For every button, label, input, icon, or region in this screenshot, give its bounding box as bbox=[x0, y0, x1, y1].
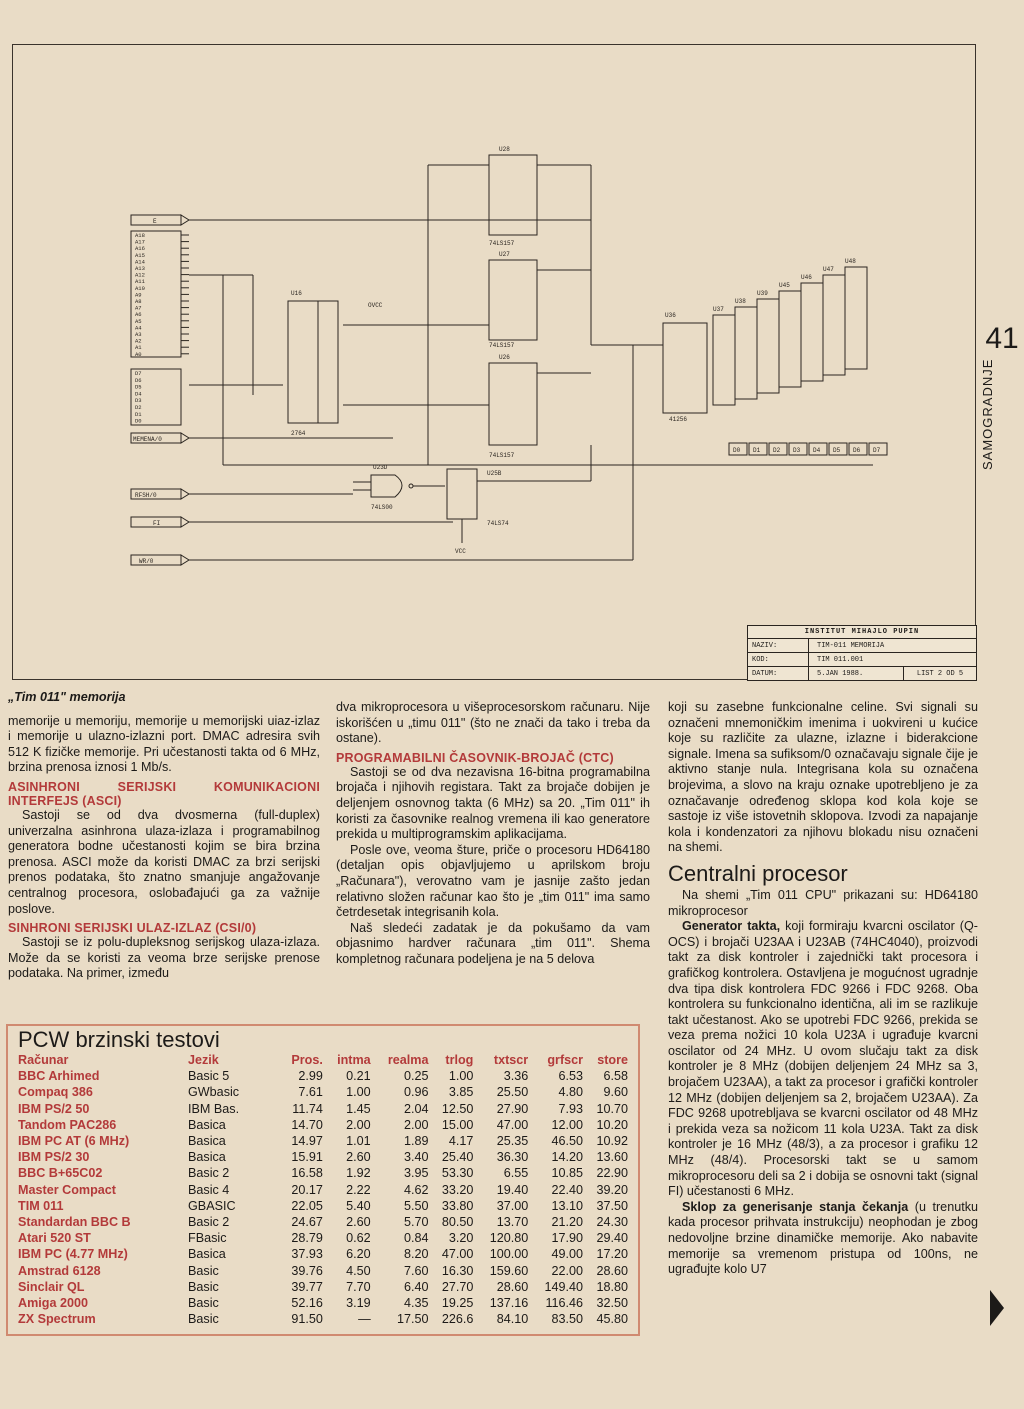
svg-text:74LS157: 74LS157 bbox=[489, 240, 515, 247]
column-header: realma bbox=[387, 1053, 429, 1068]
benchmark-value: 33.20 bbox=[441, 1182, 474, 1197]
benchmark-value: 10.20 bbox=[596, 1117, 628, 1132]
dram-chip-label: U39 bbox=[757, 290, 768, 297]
address-line-label: A18 bbox=[135, 232, 145, 239]
benchmark-value: 6.58 bbox=[603, 1069, 628, 1084]
computer-name: Compaq 386 bbox=[18, 1085, 93, 1100]
benchmark-value: 2.00 bbox=[404, 1117, 429, 1132]
column-header: Pros. bbox=[291, 1053, 323, 1068]
column-header: grfscr bbox=[547, 1053, 584, 1068]
memory-data-line: D0 bbox=[733, 447, 741, 454]
benchmark-value: 13.70 bbox=[496, 1214, 529, 1229]
benchmark-value: 28.60 bbox=[596, 1263, 628, 1278]
computer-name: BBC Arhimed bbox=[18, 1069, 100, 1084]
schematic-diagram bbox=[12, 44, 976, 680]
benchmark-value: 1.89 bbox=[404, 1134, 429, 1149]
benchmark-value: 14.97 bbox=[291, 1134, 323, 1149]
benchmark-value: 7.93 bbox=[558, 1101, 584, 1116]
benchmark-value: 8.20 bbox=[404, 1247, 429, 1262]
benchmark-value: 6.20 bbox=[346, 1247, 371, 1262]
language: Basic 2 bbox=[188, 1214, 230, 1229]
benchmark-value: — bbox=[358, 1312, 371, 1327]
benchmark-value: 12.50 bbox=[441, 1101, 474, 1116]
benchmark-value: 14.20 bbox=[551, 1150, 584, 1165]
table-row bbox=[18, 1246, 628, 1262]
col1-paragraph-1: memorije u memoriju, memorije u memorijski uiaz-izlaz i memorije u ulazno-izlazni port. DMAC adresira svih 512 K fizičke memorije. Pri učestanosti takta od 6 MHz, brzina prenosa iznosi 1 Mb/s. bbox=[8, 713, 320, 775]
data-line-label: D7 bbox=[135, 370, 142, 377]
language: Basic 2 bbox=[188, 1166, 230, 1181]
benchmark-value: 19.25 bbox=[441, 1295, 474, 1310]
title-block-institute: INSTITUT MIHAJLO PUPIN bbox=[748, 626, 976, 639]
table-row bbox=[18, 1165, 628, 1181]
benchmark-value: 4.80 bbox=[558, 1085, 584, 1100]
table-body bbox=[18, 1068, 628, 1327]
benchmark-value: 226.6 bbox=[441, 1312, 474, 1327]
table-row bbox=[18, 1295, 628, 1311]
benchmark-value: 37.93 bbox=[291, 1247, 323, 1262]
benchmark-value: 5.40 bbox=[346, 1198, 371, 1213]
benchmark-value: 4.50 bbox=[346, 1263, 371, 1278]
dram-chip-label: U46 bbox=[801, 274, 812, 281]
col2-paragraph-3: Posle ove, veoma šture, priče o procesoru HD64180 (detaljan opis objavljujemo u aprilskom broju „Računara"), verovatno vam je jasnije zašto jedan relativno složen računar kao što je „tim 011" ima samo četrdesetak integrisanih kola. bbox=[336, 842, 650, 920]
col1-paragraph-3: Sastoji se iz polu-dupleksnog serijskog ulaza-izlaza. Može da se koristi za veoma brze serijske prenose podataka. Na primer, između bbox=[8, 935, 320, 981]
table-row bbox=[18, 1101, 628, 1117]
benchmark-value: 6.53 bbox=[558, 1069, 584, 1084]
computer-name: ZX Spectrum bbox=[18, 1312, 96, 1327]
computer-name: Standardan BBC B bbox=[18, 1214, 131, 1229]
benchmark-value: 25.35 bbox=[496, 1134, 529, 1149]
benchmark-value: 120.80 bbox=[489, 1231, 529, 1246]
benchmark-value: 4.17 bbox=[448, 1134, 474, 1149]
benchmark-value: 15.91 bbox=[291, 1150, 323, 1165]
address-line-label: A6 bbox=[135, 311, 142, 319]
language: Basic 4 bbox=[188, 1182, 230, 1197]
signal-e bbox=[131, 215, 189, 225]
tb-datum-key: DATUM: bbox=[748, 667, 809, 680]
benchmark-value: 7.60 bbox=[404, 1263, 429, 1278]
benchmark-value: 20.17 bbox=[291, 1182, 323, 1197]
col3-paragraph-3-text: koji formiraju kvarcni oscilator (Q-OCS) i brojači U23AA i U23AB (74HC4040), proizvodi takt za disk kontroler i zajednički takt procesora i grafičkog kontrolera. Ostavljena je mogućnost ugradnje dva tipa disk kontrolera FDC 9266 i FDC 9268. Oba kontrolera su funkcionalno identična, ali im se razlikuje takt učestanost. Ako se upotrebi FDC 9266, prekida se veza prema nožici 10 kola U23A i ugrađuje kvarcni oscilator od 24 MHz. U ovom slučaju takt za disk kontroler je 8 MHz (dobijen deljenjem 24 MHz sa 3, brojačem U23AA), a takt za procesor i grafički kontroler 12 MHz (dobijen deljenjem sa 2, brojačem U23AA). Za FDC 9268 upotrebljava se kvarcni oscilator od 48 MHz i prekida veza sa nožicom 11 kola U23A. Takt za disk kontroler je 16 MHz (48/3), a za procesor i grafiku 12 MHz (48/4). Procesorski takt se u samom mikroprocesoru deli sa 2 i dobija se osnovni takt (signal FI) učestanosti 6 MHz. bbox=[668, 919, 978, 1199]
table-row bbox=[18, 1214, 628, 1230]
svg-text:MEMENA/0: MEMENA/0 bbox=[133, 436, 162, 443]
language: GWbasic bbox=[188, 1085, 240, 1100]
language: FBasic bbox=[188, 1231, 227, 1246]
computer-name: TIM 011 bbox=[18, 1198, 64, 1213]
address-line-label: A14 bbox=[135, 258, 145, 266]
table-row bbox=[18, 1068, 628, 1084]
continue-arrow-icon bbox=[990, 1290, 1004, 1326]
signal-wr bbox=[131, 555, 189, 565]
column-header: Jezik bbox=[188, 1053, 219, 1068]
col3-paragraph-1: koji su zasebne funkcionalne celine. Svi signali su označeni mnemoničkim imenima i uokvireni u kućice koje su različite za ulazne, izlazne i biderakcione signale. Imena sa sufiksom/0 označavaju signale čije je aktivno stanje nula. Integrisana kola su označena brojevima, a slovo na kraju oznake upotrebljeno je za označavanje određenog sklopa kod kola koje se sastoje iz više istovetnih sklopova. Izvodi za napajanje kola i kondenzatori za njihovu blokadu nisu označeni na shemi. bbox=[668, 700, 978, 855]
benchmark-value: 24.67 bbox=[291, 1214, 323, 1229]
benchmark-value: 2.04 bbox=[404, 1101, 429, 1116]
col3-paragraph-2: Na shemi „Tim 011 CPU" prikazani su: HD64180 mikroprocesor bbox=[668, 887, 978, 918]
heading-csio: SINHRONI SERIJSKI ULAZ-IZLAZ (CSI/0) bbox=[8, 921, 257, 936]
svg-text:74LS157: 74LS157 bbox=[489, 342, 515, 349]
benchmark-value: 7.61 bbox=[298, 1085, 323, 1100]
benchmark-value: 6.40 bbox=[404, 1279, 429, 1294]
article-kicker: „Tim 011" memorija bbox=[8, 690, 126, 704]
memory-data-line: D6 bbox=[853, 447, 861, 454]
pcw-benchmark-table bbox=[18, 1052, 628, 1327]
svg-text:41256: 41256 bbox=[669, 416, 688, 423]
col2-paragraph-1: dva mikroprocesora u višeprocesorskom računaru. Nije iskorišćen u „timu 011" (što ne znači da tako i treba da ostane). bbox=[336, 700, 650, 746]
pcw-benchmark-box bbox=[6, 1024, 640, 1336]
benchmark-value: 17.20 bbox=[596, 1247, 628, 1262]
table-row bbox=[18, 1133, 628, 1149]
col3-paragraph-4-text: (u trenutku kada procesor prihvata instrukciju) neophodan je zbog nedovoljne brzine dinamičke memorije. Ako nabavite memorije sa vremenom pristupa od 100ns, ne ugrađujte kolo U7 bbox=[668, 1199, 978, 1277]
gate-u23d-nand bbox=[371, 464, 413, 511]
article-column-2 bbox=[336, 700, 650, 968]
benchmark-value: 2.60 bbox=[346, 1150, 371, 1165]
benchmark-value: 5.50 bbox=[404, 1198, 429, 1213]
column-header: intma bbox=[337, 1053, 371, 1068]
benchmark-value: 2.22 bbox=[346, 1182, 371, 1197]
benchmark-value: 1.45 bbox=[346, 1101, 371, 1116]
benchmark-value: 100.00 bbox=[489, 1247, 529, 1262]
data-line-label: D0 bbox=[135, 417, 142, 425]
benchmark-value: 25.50 bbox=[496, 1085, 529, 1100]
memory-data-line: D7 bbox=[873, 447, 881, 454]
language: Basica bbox=[188, 1247, 226, 1262]
benchmark-value: 0.84 bbox=[404, 1231, 429, 1246]
benchmark-value: 3.85 bbox=[448, 1085, 474, 1100]
column-header: txtscr bbox=[493, 1053, 529, 1068]
dram-chip-label: U47 bbox=[823, 266, 834, 273]
tb-kod-key: KOD: bbox=[748, 653, 809, 666]
tb-list: LIST 2 OD 5 bbox=[903, 667, 976, 680]
heading-ctc: PROGRAMABILNI ČASOVNIK-BROJAČ (CTC) bbox=[336, 750, 614, 765]
benchmark-value: 2.60 bbox=[346, 1214, 371, 1229]
svg-text:E: E bbox=[153, 218, 157, 225]
address-line-label: A17 bbox=[135, 238, 145, 246]
lead-generator-takta: Generator takta, bbox=[682, 919, 781, 934]
benchmark-value: 37.50 bbox=[596, 1198, 628, 1213]
benchmark-value: 27.90 bbox=[496, 1101, 529, 1116]
benchmark-value: 137.16 bbox=[489, 1295, 529, 1310]
table-row bbox=[18, 1230, 628, 1246]
computer-name: Amiga 2000 bbox=[18, 1295, 89, 1310]
table-row bbox=[18, 1311, 628, 1327]
svg-text:VCC: VCC bbox=[455, 548, 466, 555]
memory-data-line: D3 bbox=[793, 447, 801, 454]
language: Basic bbox=[188, 1312, 219, 1327]
benchmark-value: 2.99 bbox=[298, 1069, 323, 1084]
benchmark-value: 17.50 bbox=[397, 1312, 429, 1327]
computer-name: BBC B+65C02 bbox=[18, 1166, 103, 1181]
benchmark-value: 33.80 bbox=[441, 1198, 474, 1213]
tb-kod-value: TIM 011.001 bbox=[817, 655, 864, 664]
language: IBM Bas. bbox=[188, 1101, 240, 1116]
language: Basica bbox=[188, 1150, 226, 1165]
benchmark-value: 1.01 bbox=[346, 1134, 371, 1149]
memory-data-line: D5 bbox=[833, 447, 841, 454]
benchmark-value: 17.90 bbox=[551, 1231, 584, 1246]
column-header: Računar bbox=[18, 1053, 69, 1068]
benchmark-value: 47.00 bbox=[496, 1117, 529, 1132]
benchmark-value: 27.70 bbox=[441, 1279, 474, 1294]
dram-chip-label: U45 bbox=[779, 282, 790, 289]
benchmark-value: 4.62 bbox=[404, 1182, 429, 1197]
svg-text:U26: U26 bbox=[499, 354, 510, 361]
language: Basic bbox=[188, 1295, 219, 1310]
memory-data-bus bbox=[729, 443, 887, 455]
svg-text:U16: U16 bbox=[291, 290, 302, 297]
table-row bbox=[18, 1149, 628, 1165]
benchmark-value: 4.35 bbox=[404, 1295, 429, 1310]
address-line-label: A5 bbox=[135, 317, 142, 325]
table-row bbox=[18, 1182, 628, 1198]
benchmark-value: 13.60 bbox=[596, 1150, 628, 1165]
benchmark-value: 1.00 bbox=[448, 1069, 474, 1084]
computer-name: Sinclair QL bbox=[18, 1279, 85, 1294]
language: Basic bbox=[188, 1263, 219, 1278]
benchmark-value: 28.79 bbox=[291, 1231, 323, 1246]
benchmark-value: 80.50 bbox=[441, 1214, 474, 1229]
svg-text:U28: U28 bbox=[499, 146, 510, 153]
benchmark-value: 3.40 bbox=[404, 1150, 429, 1165]
address-line-label: A15 bbox=[135, 251, 145, 259]
computer-name: IBM PC AT (6 MHz) bbox=[18, 1134, 130, 1149]
computer-name: Atari 520 ST bbox=[18, 1231, 91, 1246]
benchmark-value: 39.77 bbox=[291, 1279, 323, 1294]
benchmark-value: 159.60 bbox=[489, 1263, 529, 1278]
benchmark-value: 13.10 bbox=[551, 1198, 584, 1213]
address-line-label: A0 bbox=[135, 350, 142, 358]
address-line-label: A4 bbox=[135, 324, 142, 332]
address-line-label: A9 bbox=[135, 291, 142, 299]
computer-name: IBM PS/2 50 bbox=[18, 1101, 90, 1116]
benchmark-value: 3.20 bbox=[448, 1231, 474, 1246]
pcw-table-title: PCW brzinski testovi bbox=[18, 1027, 220, 1052]
lead-sklop-cekanja: Sklop za generisanje stanja čekanja bbox=[682, 1199, 909, 1214]
dram-chip-label: U48 bbox=[845, 258, 856, 265]
chip-u25b-ff bbox=[447, 469, 509, 555]
data-line-label: D5 bbox=[135, 383, 142, 391]
address-line-label: A16 bbox=[135, 245, 145, 253]
address-line-label: A10 bbox=[135, 284, 145, 292]
benchmark-value: 10.70 bbox=[596, 1101, 628, 1116]
svg-text:U27: U27 bbox=[499, 251, 510, 258]
language: Basica bbox=[188, 1134, 226, 1149]
tb-naziv-key: NAZIV: bbox=[748, 639, 809, 652]
article-column-1 bbox=[8, 690, 320, 982]
data-line-label: D3 bbox=[135, 397, 142, 405]
benchmark-value: 3.19 bbox=[346, 1295, 371, 1310]
signal-fi bbox=[131, 517, 189, 527]
benchmark-value: 0.62 bbox=[346, 1231, 371, 1246]
signal-memena bbox=[131, 433, 189, 443]
benchmark-value: 3.95 bbox=[404, 1166, 429, 1181]
benchmark-value: 36.30 bbox=[496, 1150, 529, 1165]
benchmark-value: 29.40 bbox=[596, 1231, 628, 1246]
svg-text:2764: 2764 bbox=[291, 430, 306, 437]
benchmark-value: 83.50 bbox=[551, 1312, 584, 1327]
benchmark-value: 46.50 bbox=[551, 1134, 584, 1149]
dram-stack bbox=[713, 258, 867, 405]
benchmark-value: 53.30 bbox=[441, 1166, 474, 1181]
benchmark-value: 2.00 bbox=[346, 1117, 371, 1132]
address-line-label: A3 bbox=[135, 331, 142, 338]
chip-u16-eprom bbox=[288, 290, 383, 437]
benchmark-value: 22.40 bbox=[551, 1182, 584, 1197]
benchmark-value: 12.00 bbox=[551, 1117, 584, 1132]
benchmark-value: 5.70 bbox=[404, 1214, 429, 1229]
table-row bbox=[18, 1117, 628, 1133]
column-header: store bbox=[597, 1053, 628, 1068]
chip-u27-mux bbox=[489, 251, 537, 349]
table-row bbox=[18, 1084, 628, 1100]
heading-centralni-procesor: Centralni procesor bbox=[668, 860, 848, 886]
benchmark-value: 37.00 bbox=[496, 1198, 529, 1213]
benchmark-value: 39.76 bbox=[291, 1263, 323, 1278]
memory-data-line: D1 bbox=[753, 447, 761, 454]
benchmark-value: 22.90 bbox=[596, 1166, 628, 1181]
col3-paragraph-3 bbox=[668, 919, 978, 1200]
svg-text:FI: FI bbox=[153, 520, 161, 527]
benchmark-value: 14.70 bbox=[291, 1117, 323, 1132]
language: Basic 5 bbox=[188, 1069, 230, 1084]
benchmark-value: 25.40 bbox=[441, 1150, 474, 1165]
memory-data-line: D2 bbox=[773, 447, 781, 454]
benchmark-value: 18.80 bbox=[596, 1279, 628, 1294]
section-name: SAMOGRADNJE bbox=[980, 358, 995, 470]
language: GBASIC bbox=[188, 1198, 236, 1213]
benchmark-value: 16.30 bbox=[441, 1263, 474, 1278]
signal-rfsh bbox=[131, 489, 189, 499]
table-row bbox=[18, 1279, 628, 1295]
memory-data-line: D4 bbox=[813, 447, 821, 454]
chip-u26-mux bbox=[489, 354, 537, 459]
benchmark-value: 16.58 bbox=[291, 1166, 323, 1181]
computer-name: Amstrad 6128 bbox=[18, 1263, 101, 1278]
data-line-label: D6 bbox=[135, 376, 142, 384]
benchmark-value: 21.20 bbox=[551, 1214, 584, 1229]
chip-u28-mux bbox=[489, 146, 537, 247]
address-line-label: A2 bbox=[135, 337, 142, 345]
svg-text:74LS00: 74LS00 bbox=[371, 504, 393, 511]
chip-u36-dram bbox=[663, 312, 707, 423]
dram-chip-label: U37 bbox=[713, 306, 724, 313]
data-line-label: D1 bbox=[135, 410, 142, 418]
computer-name: IBM PC (4.77 MHz) bbox=[18, 1247, 128, 1262]
benchmark-value: 22.05 bbox=[291, 1198, 323, 1213]
heading-asci: ASINHRONI SERIJSKI KOMUNIKACIONI INTERFEJS (ASCI) bbox=[8, 779, 320, 808]
benchmark-value: 22.00 bbox=[551, 1263, 584, 1278]
benchmark-value: 24.30 bbox=[596, 1214, 628, 1229]
benchmark-value: 28.60 bbox=[496, 1279, 529, 1294]
benchmark-value: 47.00 bbox=[441, 1247, 474, 1262]
benchmark-value: 7.70 bbox=[346, 1279, 371, 1294]
article-column-3 bbox=[668, 700, 978, 1278]
language: Basica bbox=[188, 1117, 226, 1132]
benchmark-value: 11.74 bbox=[292, 1101, 323, 1116]
col1-paragraph-2: Sastoji se od dva dvosmerna (full-duplex) univerzalna asinhrona ulaza-izlaza i programabilnog generatora bodne učestanosti kojim se bira brzina prenosa. ASCI može da koristi DMAC za brzi serijski prenos podataka, što znatno smanjuje angažovanje centralnog procesora, oslobađajući ga za važnije poslove. bbox=[8, 807, 320, 916]
tb-naziv-value: TIM-011 MEMORIJA bbox=[817, 641, 885, 650]
svg-text:74LS74: 74LS74 bbox=[487, 520, 509, 527]
svg-text:RFSH/0: RFSH/0 bbox=[135, 492, 157, 499]
computer-name: Tandom PAC286 bbox=[18, 1117, 117, 1132]
dram-chip-label: U38 bbox=[735, 298, 746, 305]
col3-paragraph-4 bbox=[668, 1200, 978, 1278]
benchmark-value: 45.80 bbox=[596, 1312, 628, 1327]
benchmark-value: 3.36 bbox=[503, 1069, 529, 1084]
svg-text:U36: U36 bbox=[665, 312, 676, 319]
benchmark-value: 0.21 bbox=[346, 1069, 371, 1084]
benchmark-value: 91.50 bbox=[291, 1312, 323, 1327]
benchmark-value: 6.55 bbox=[503, 1166, 529, 1181]
benchmark-value: 1.00 bbox=[346, 1085, 371, 1100]
benchmark-value: 0.25 bbox=[404, 1069, 429, 1084]
column-header: trlog bbox=[445, 1053, 474, 1068]
tb-datum-value: 5.JAN 1988. bbox=[817, 669, 864, 678]
data-line-label: D4 bbox=[135, 390, 142, 398]
benchmark-value: 116.46 bbox=[545, 1295, 584, 1310]
drawing-title-block bbox=[747, 625, 977, 681]
language: Basic bbox=[188, 1279, 219, 1294]
data-bus-box bbox=[131, 369, 181, 425]
benchmark-value: 1.92 bbox=[346, 1166, 371, 1181]
computer-name: Master Compact bbox=[18, 1182, 116, 1197]
benchmark-value: 0.96 bbox=[404, 1085, 429, 1100]
data-line-label: D2 bbox=[135, 404, 142, 411]
benchmark-value: 19.40 bbox=[496, 1182, 529, 1197]
address-line-label: A12 bbox=[135, 271, 145, 279]
col2-paragraph-4: Naš sledeći zadatak je da pokušamo da vam objasnimo hardver računara „tim 011". Shema kompletnog računara podeljena je na 5 delova bbox=[336, 920, 650, 966]
benchmark-value: 32.50 bbox=[596, 1295, 628, 1310]
benchmark-value: 10.92 bbox=[596, 1134, 628, 1149]
svg-text:U23D: U23D bbox=[373, 464, 388, 471]
address-line-label: A13 bbox=[135, 265, 145, 272]
benchmark-value: 10.85 bbox=[551, 1166, 584, 1181]
benchmark-value: 9.60 bbox=[603, 1085, 628, 1100]
address-bus-box bbox=[131, 231, 189, 358]
table-row bbox=[18, 1198, 628, 1214]
table-row bbox=[18, 1262, 628, 1278]
benchmark-value: 39.20 bbox=[596, 1182, 628, 1197]
benchmark-value: 15.00 bbox=[441, 1117, 474, 1132]
computer-name: IBM PS/2 30 bbox=[18, 1150, 90, 1165]
benchmark-value: 149.40 bbox=[544, 1279, 584, 1294]
benchmark-value: 84.10 bbox=[496, 1312, 529, 1327]
svg-text:74LS157: 74LS157 bbox=[489, 452, 515, 459]
address-line-label: A11 bbox=[135, 278, 145, 286]
col2-paragraph-2: Sastoji se od dva nezavisna 16-bitna programabilna brojača i njihovih registara. Takt za brojače dobijen je deljenjem osnovnog takta (6 MHz) sa 20. „Tim 011" ih koristi za časovnike realnog vremena ili kao generatore prekida u multiprogramskim aplikacijama. bbox=[336, 764, 650, 842]
address-line-label: A1 bbox=[135, 344, 142, 352]
svg-text:U25B: U25B bbox=[487, 470, 502, 477]
svg-text:WR/0: WR/0 bbox=[139, 558, 154, 565]
benchmark-value: 49.00 bbox=[551, 1247, 584, 1262]
page-number: 41 bbox=[985, 322, 1019, 355]
address-line-label: A8 bbox=[135, 298, 142, 305]
svg-text:OVCC: OVCC bbox=[368, 302, 383, 309]
table-header-row bbox=[18, 1052, 628, 1068]
address-line-label: A7 bbox=[135, 304, 142, 312]
benchmark-value: 52.16 bbox=[291, 1295, 323, 1310]
